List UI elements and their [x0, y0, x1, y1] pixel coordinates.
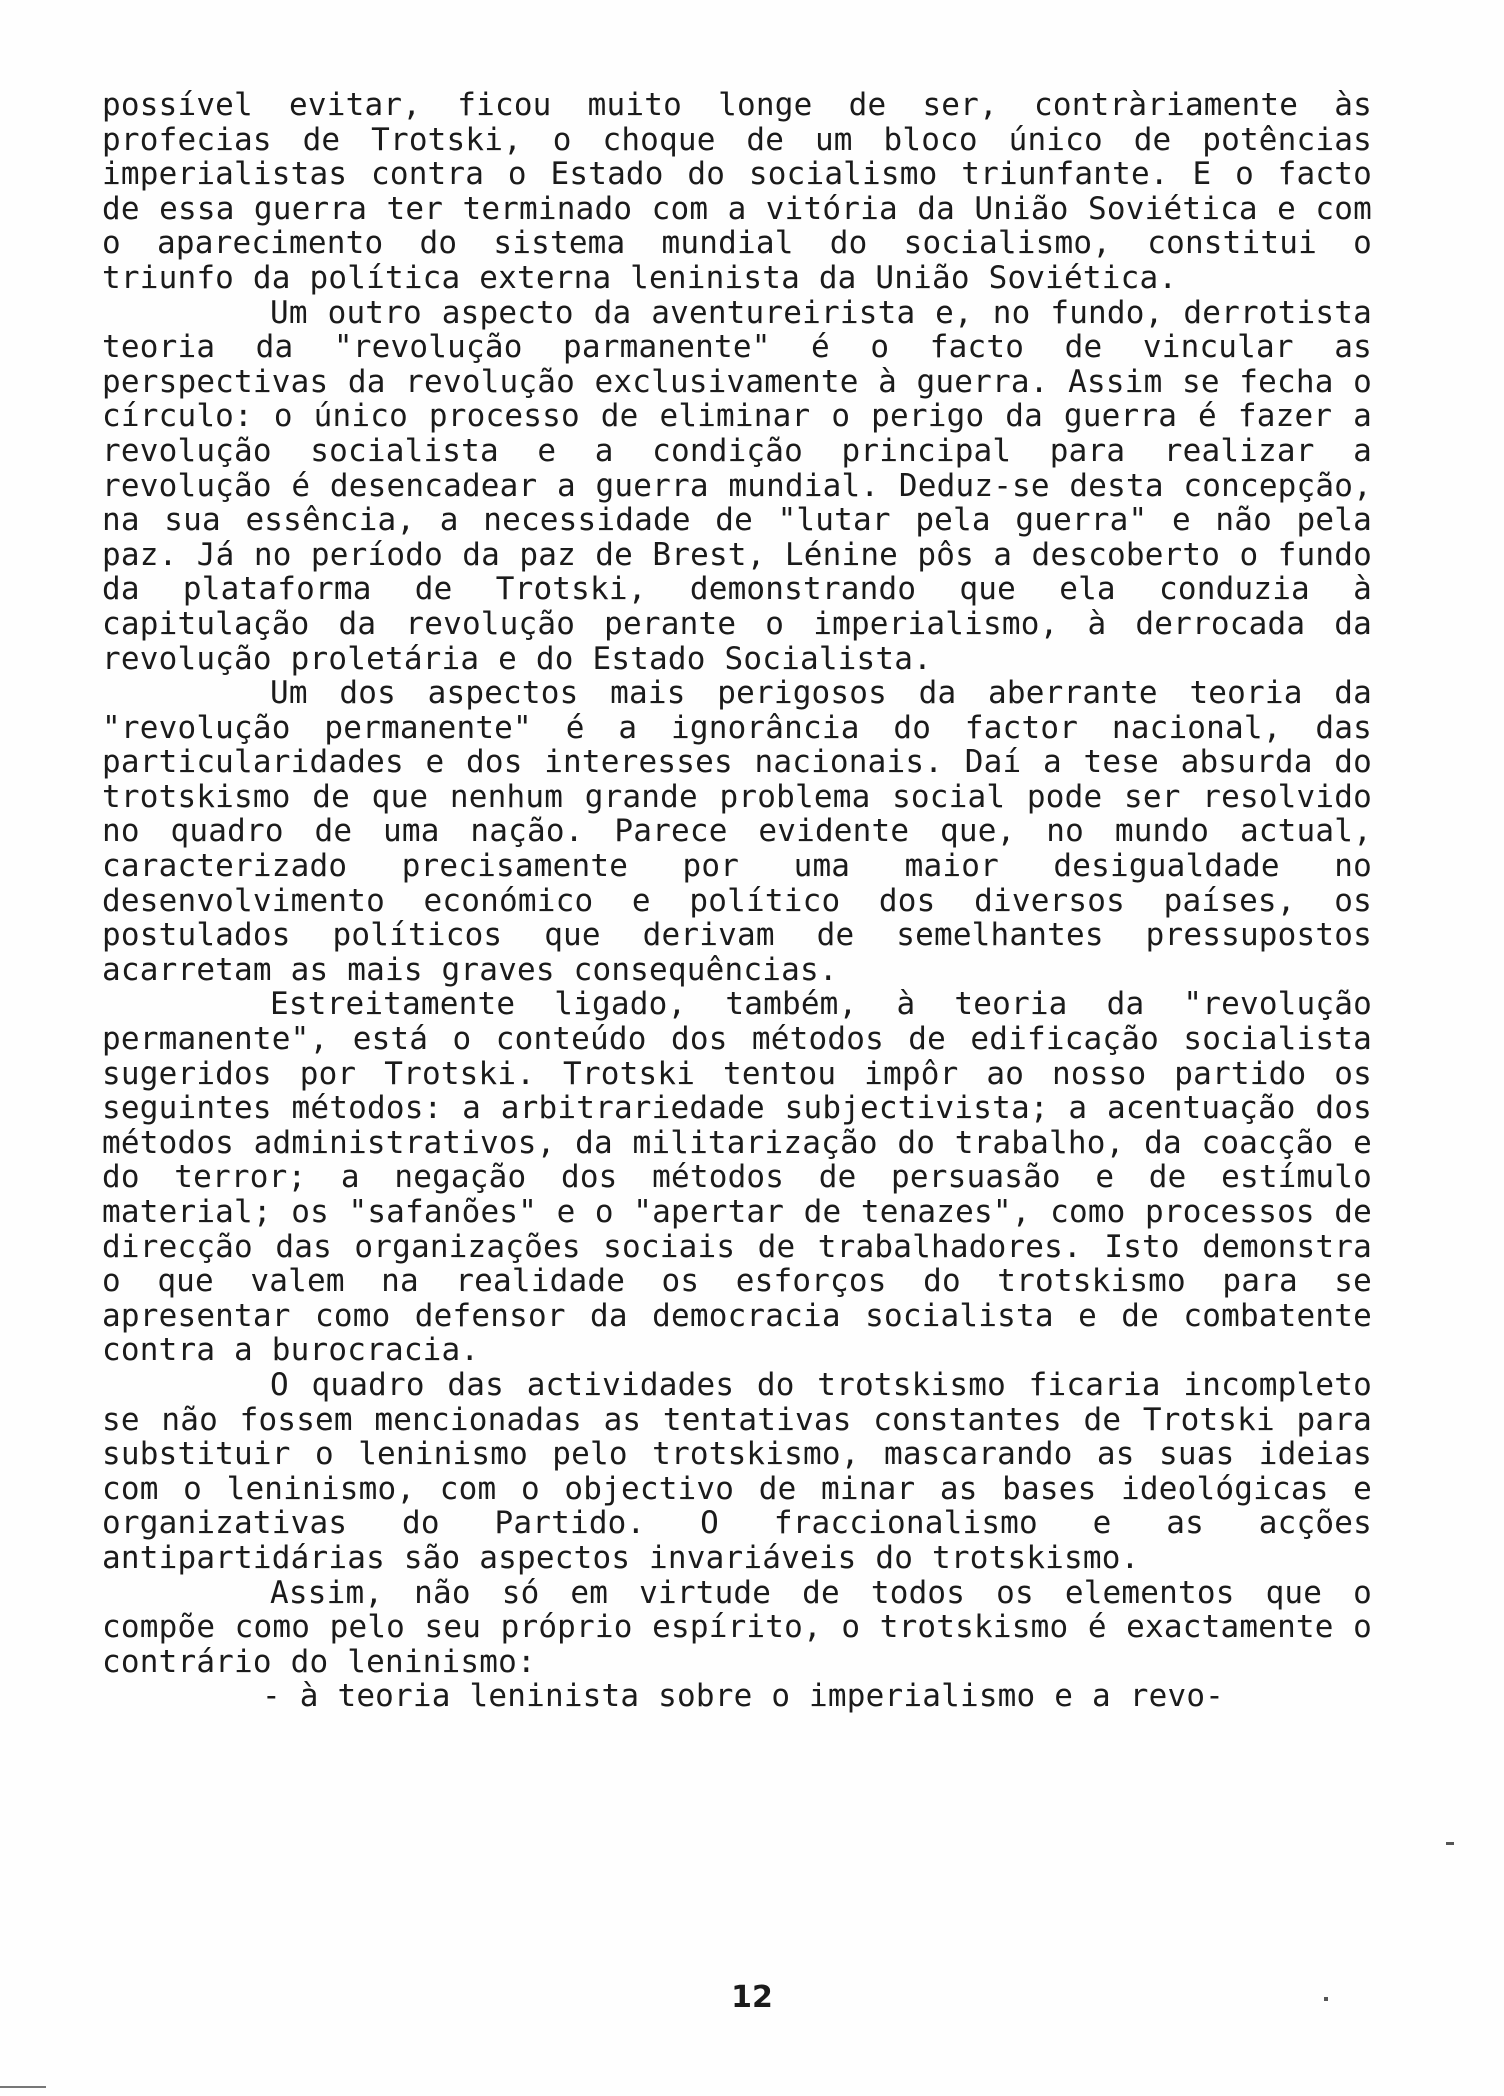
paragraph-5: O quadro das actividades do trotskismo ficaria incompleto se não fossem mencionadas as tentativas constantes de Trotski para substituir o leninismo pelo trotskismo, mascarando as suas ideias com o leninismo, com o objectivo de minar as bases ideológicas e organizativas do Partido. O fraccionalismo e as acções antipartidárias são aspectos invariáveis do trotskismo.: [102, 1366, 1372, 1576]
body-text: [102, 88, 1372, 1714]
scan-speck: [1324, 1997, 1328, 2001]
paragraph-2: Um outro aspecto da aventureirista e, no fundo, derrotista teoria da "revolução parmanente" é o facto de vincular as perspectivas da revolução exclusivamente à guerra. Assim se fecha o círculo: o único processo de eliminar o perigo da guerra é fazer a revolução socialista e a condição principal para realizar a revolução é desencadear a guerra mundial. Deduz-se desta concepção, na sua essência, a necessidade de "lutar pela guerra" e não pela paz. Já no período da paz de Brest, Lénine pôs a descoberto o fundo da plataforma de Trotski, demonstrando que ela conduzia à capitulação da revolução perante o imperialismo, à derrocada da revolução proletária e do Estado Socialista.: [102, 294, 1372, 677]
paragraph-1: possível evitar, ficou muito longe de ser, contràriamente às profecias de Trotski, o choque de um bloco único de potências imperialistas contra o Estado do socialismo triunfante. E o facto de essa guerra ter terminado com a vitória da União Soviética e com o aparecimento do sistema mundial do socialismo, constitui o triunfo da política externa leninista da União Soviética.: [102, 87, 1372, 296]
scan-speck: [1446, 1842, 1454, 1845]
paragraph-3: Um dos aspectos mais perigosos da aberrante teoria da "revolução permanente" é a ignorância do factor nacional, das particularidades e dos interesses nacionais. Daí a tese absurda do trotskismo de que nenhum grande problema social pode ser resolvido no quadro de uma nação. Parece evidente que, no mundo actual, caracterizado precisamente por uma maior desigualdade no desenvolvimento económico e político dos diversos países, os postulados políticos que derivam de semelhantes pressupostos acarretam as mais graves consequências.: [102, 675, 1372, 988]
paragraph-7: - à teoria leninista sobre o imperialismo e a revo-: [262, 1678, 1225, 1715]
paragraph-6: Assim, não só em virtude de todos os elementos que o compõe como pelo seu próprio espírito, o trotskismo é exactamente o contrário do leninismo:: [102, 1574, 1372, 1680]
page-number: 12: [731, 1980, 773, 2015]
scan-edge-line: [0, 2086, 46, 2088]
paragraph-4: Estreitamente ligado, também, à teoria da "revolução permanente", está o conteúdo dos métodos de edificação socialista sugeridos por Trotski. Trotski tentou impôr ao nosso partido os seguintes métodos: a arbitrariedade subjectivista; a acentuação dos métodos administrativos, da militarização do trabalho, da coacção e do terror; a negação dos métodos de persuasão e de estímulo material; os "safanões" e o "apertar de tenazes", como processos de direcção das organizações sociais de trabalhadores. Isto demonstra o que valem na realidade os esforços do trotskismo para se apresentar como defensor da democracia socialista e de combatente contra a burocracia.: [102, 986, 1372, 1369]
